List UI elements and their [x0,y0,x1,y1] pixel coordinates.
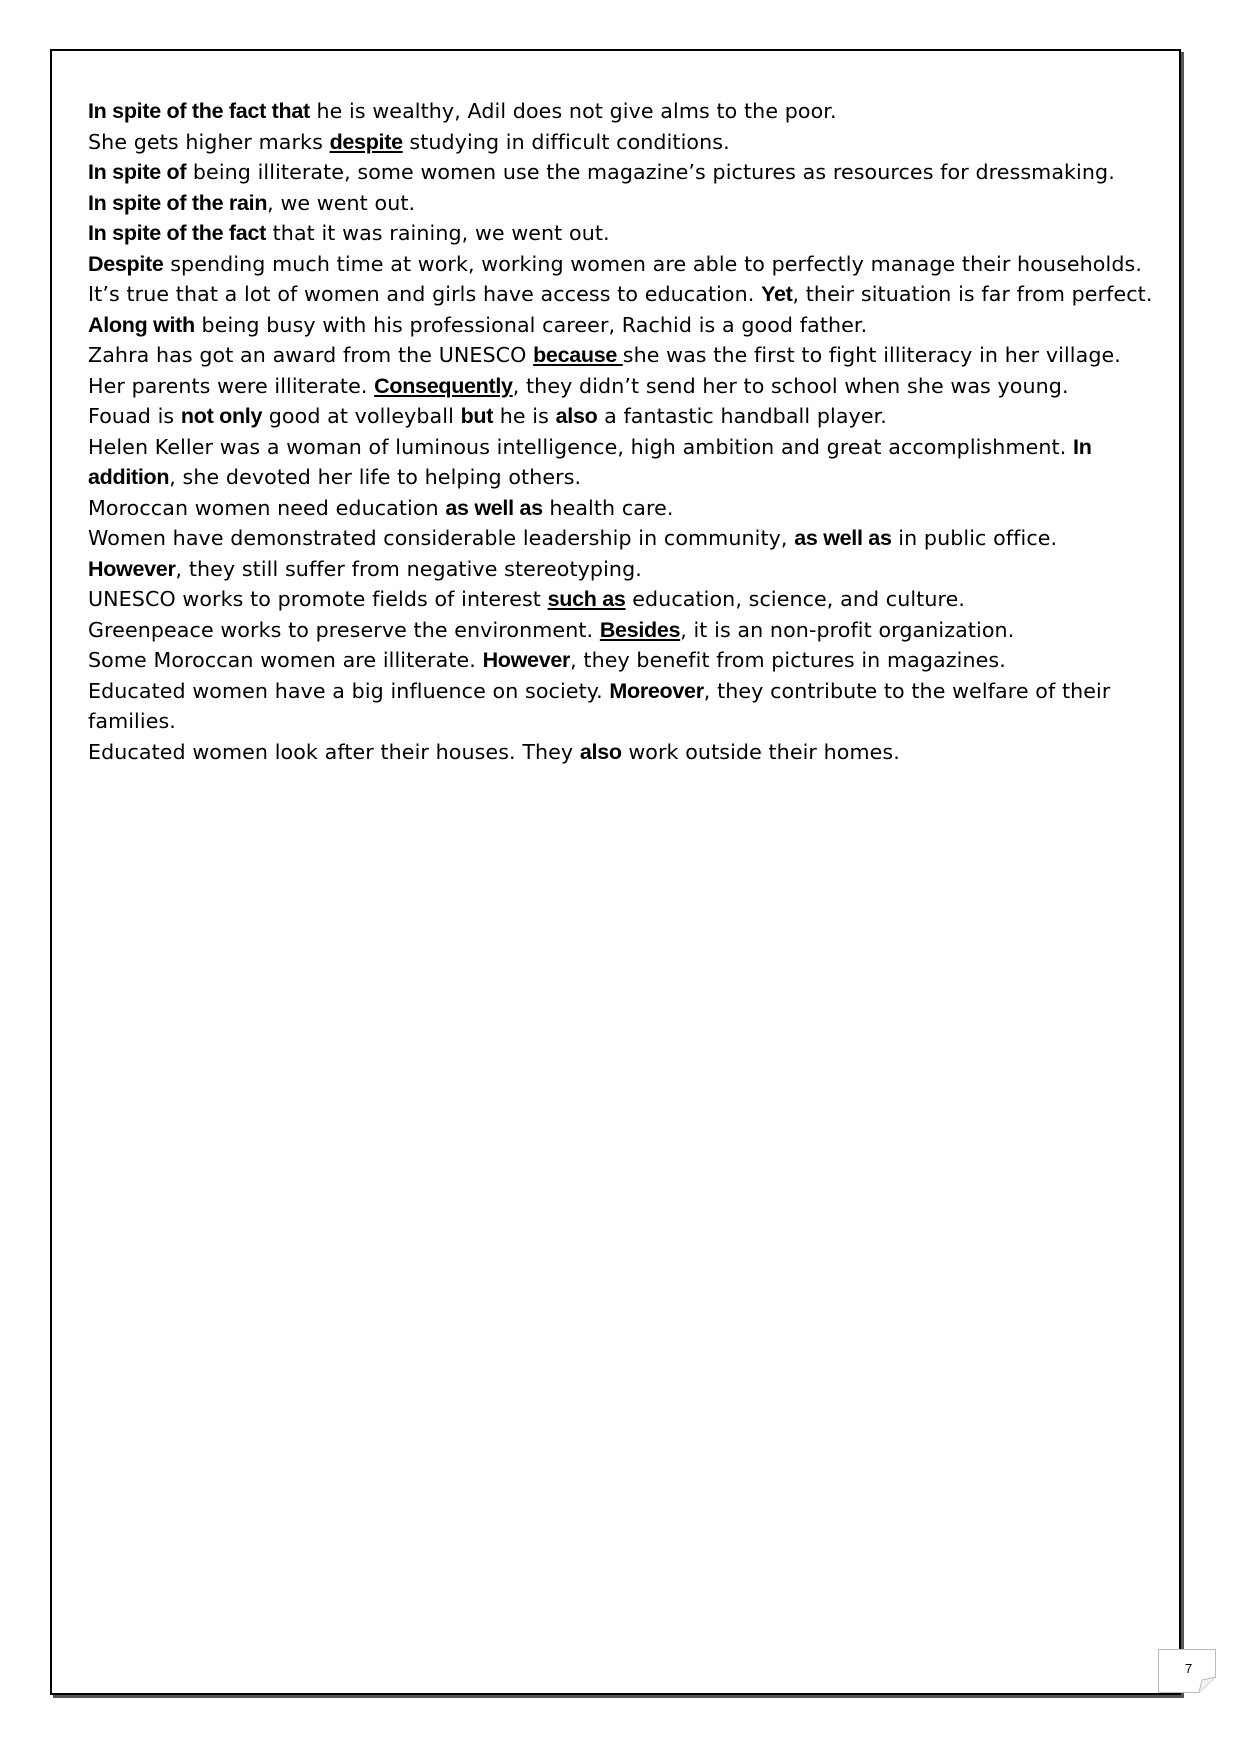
connector-keyword: such as [547,587,626,611]
connector-keyword: Besides [599,617,681,642]
sentence-text: Helen Keller was a woman of luminous intelligence, high ambition and great accomplishment. [88,434,1074,459]
sentence-line [88,523,1158,554]
sentence-text: Women have demonstrated considerable leadership in community, [88,526,795,550]
page-number: 7 [1185,1661,1193,1676]
sentence-list [88,96,1158,767]
sentence-text: Educated women have a big influence on society. [88,678,610,703]
sentence-line [88,584,1158,615]
connector-keyword: also [555,404,598,428]
sentence-line [88,676,1158,737]
connector-keyword: However [482,648,571,672]
connector-keyword: In spite of the rain [88,190,268,215]
sentence-line [88,645,1158,676]
sentence-text: , we went out. [267,190,416,215]
sentence-text: UNESCO works to promote fields of interest [88,587,548,611]
sentence-line [88,188,1158,219]
sentence-text: studying in difficult conditions. [402,129,730,154]
sentence-text: , they contribute to the welfare of their families. [88,678,1111,733]
connector-keyword: but [460,404,494,428]
sentence-line [88,249,1158,280]
sentence-text: being illiterate, some women use the magazine’s pictures as resources for dressmaking. [186,160,1115,184]
sentence-text: , it is an non-profit organization. [680,617,1015,642]
sentence-text: good at volleyball [262,404,461,428]
connector-keyword: also [579,739,622,764]
connector-keyword: Along with [88,312,195,337]
connector-keyword: not only [180,404,263,428]
sentence-line [88,493,1158,524]
sentence-text: , they didn’t send her to school when she was young. [512,373,1069,398]
sentence-text: Her parents were illiterate. [88,373,375,398]
sentence-text: a fantastic handball player. [597,404,887,428]
sentence-text: work outside their homes. [621,739,900,764]
sentence-text: health care. [542,495,674,520]
sentence-text: that it was raining, we went out. [265,221,610,245]
sentence-text: spending much time at work, working women are able to perfectly manage their households. [163,251,1142,276]
connector-keyword: Moreover [609,678,704,703]
connector-keyword: Despite [88,251,164,276]
sentence-text: Educated women look after their houses. They [88,739,580,764]
sentence-line [88,218,1158,249]
sentence-line [88,127,1158,158]
sentence-text: , they benefit from pictures in magazines. [570,648,1006,672]
sentence-line [88,310,1158,341]
sentence-text: , they still suffer from negative stereotyping. [175,556,642,581]
sentence-text: Some Moroccan women are illiterate. [88,648,483,672]
sentence-text: in public office. [891,526,1058,550]
sentence-line [88,554,1158,585]
sentence-text: she was the first to fight illiteracy in her village. [622,343,1121,367]
sentence-text: , she devoted her life to helping others. [169,465,582,489]
sentence-line [88,401,1158,432]
sentence-text: It’s true that a lot of women and girls have access to education. [88,282,762,306]
connector-keyword: In addition [88,434,1092,489]
sentence-text: education, science, and culture. [625,587,966,611]
sentence-text: Zahra has got an award from the UNESCO [88,343,534,367]
sentence-line [88,340,1158,371]
connector-keyword: Yet [761,282,793,306]
sentence-text: She gets higher marks [88,129,330,154]
sentence-line [88,371,1158,402]
connector-keyword: In spite of the fact [88,221,266,245]
sentence-text: he is [493,404,556,428]
sentence-text: he is wealthy, Adil does not give alms to the poor. [309,99,837,123]
sentence-text: being busy with his professional career, Rachid is a good father. [194,312,868,337]
connector-keyword: However [88,556,176,581]
sentence-text: Fouad is [88,404,181,428]
sentence-text: , their situation is far from perfect. [792,282,1153,306]
connector-keyword: as well as [445,495,543,520]
sentence-line [88,157,1158,188]
page-number-box [1158,1649,1216,1693]
connector-keyword: because [533,343,623,367]
sentence-line [88,432,1158,493]
sentence-line [88,96,1158,127]
connector-keyword: In spite of the fact that [88,99,310,123]
connector-keyword: despite [329,129,403,154]
connector-keyword: In spite of [88,160,187,184]
sentence-text: Greenpeace works to preserve the environment. [88,617,600,642]
sentence-text: Moroccan women need education [88,495,446,520]
sentence-line [88,615,1158,646]
sentence-line [88,279,1158,310]
sentence-line [88,737,1158,768]
connector-keyword: Consequently [374,373,513,398]
connector-keyword: as well as [794,526,892,550]
